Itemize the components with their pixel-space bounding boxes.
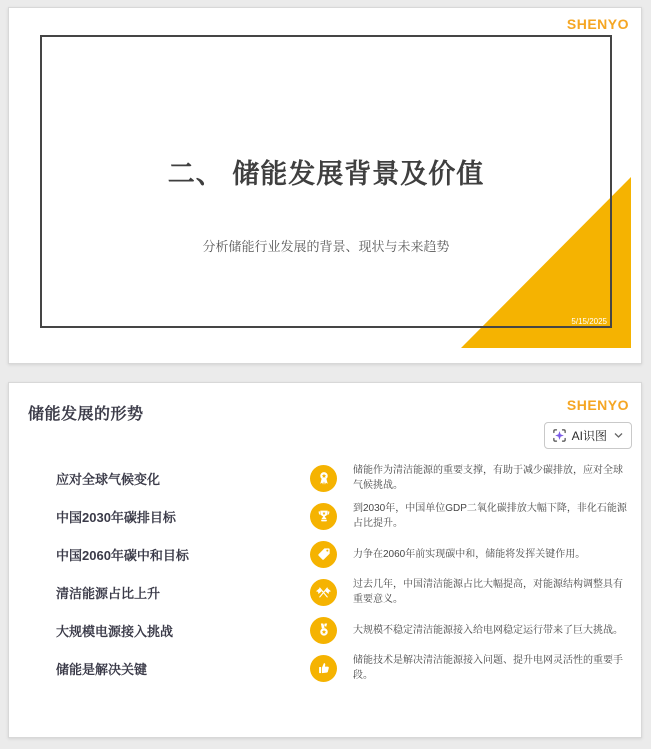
item-desc: 储能作为清洁能源的重要支撑，有助于减少碳排放，应对全球气候挑战。 — [353, 465, 623, 491]
item-desc: 储能技术是解决清洁能源接入问题、提升电网灵活性的重要手段。 — [353, 655, 623, 681]
brand-logo: SHENYO — [566, 16, 629, 32]
chevron-down-icon — [614, 432, 623, 439]
award-ribbon-icon — [310, 465, 337, 492]
slide-content-page[interactable] — [8, 382, 642, 738]
ai-recognize-label: AI识图 — [571, 429, 607, 443]
item-desc: 过去几年，中国清洁能源占比大幅提高，对能源结构调整具有重要意义。 — [353, 579, 623, 605]
slide-heading: 储能发展的形势 — [28, 406, 144, 423]
item-desc: 力争在2060年前实现碳中和，储能将发挥关键作用。 — [353, 548, 586, 560]
item-label: 应对全球气候变化 — [56, 471, 161, 487]
trophy-icon — [310, 503, 337, 530]
crossed-flags-icon — [310, 579, 337, 606]
slide-title: 二、 储能发展背景及价值 — [167, 159, 485, 189]
thumbs-up-icon — [310, 655, 337, 682]
item-label: 清洁能源占比上升 — [56, 585, 161, 601]
ai-scan-sparkle-icon — [552, 428, 567, 443]
slide-date: 5/15/2025 — [571, 317, 607, 326]
ai-recognize-button[interactable] — [544, 422, 632, 449]
item-label: 储能是解决关键 — [56, 661, 148, 677]
item-label: 中国2030年碳排目标 — [56, 509, 176, 525]
tag-icon — [310, 541, 337, 568]
brand-logo: SHENYO — [566, 397, 629, 413]
slide-title-page[interactable] — [8, 7, 642, 364]
slide-subtitle: 分析储能行业发展的背景、现状与未来趋势 — [202, 239, 450, 254]
medal-star-icon — [310, 617, 337, 644]
item-desc: 大规模不稳定清洁能源接入给电网稳定运行带来了巨大挑战。 — [353, 624, 623, 636]
list-item — [56, 649, 629, 687]
item-desc: 到2030年，中国单位GDP二氧化碳排放大幅下降，非化石能源占比提升。 — [353, 503, 627, 529]
list-item — [56, 535, 629, 573]
item-label: 大规模电源接入挑战 — [56, 623, 174, 639]
list-item — [56, 497, 629, 535]
item-label: 中国2060年碳中和目标 — [56, 547, 189, 563]
list-item — [56, 611, 629, 649]
list-item — [56, 459, 629, 497]
list-item — [56, 573, 629, 611]
